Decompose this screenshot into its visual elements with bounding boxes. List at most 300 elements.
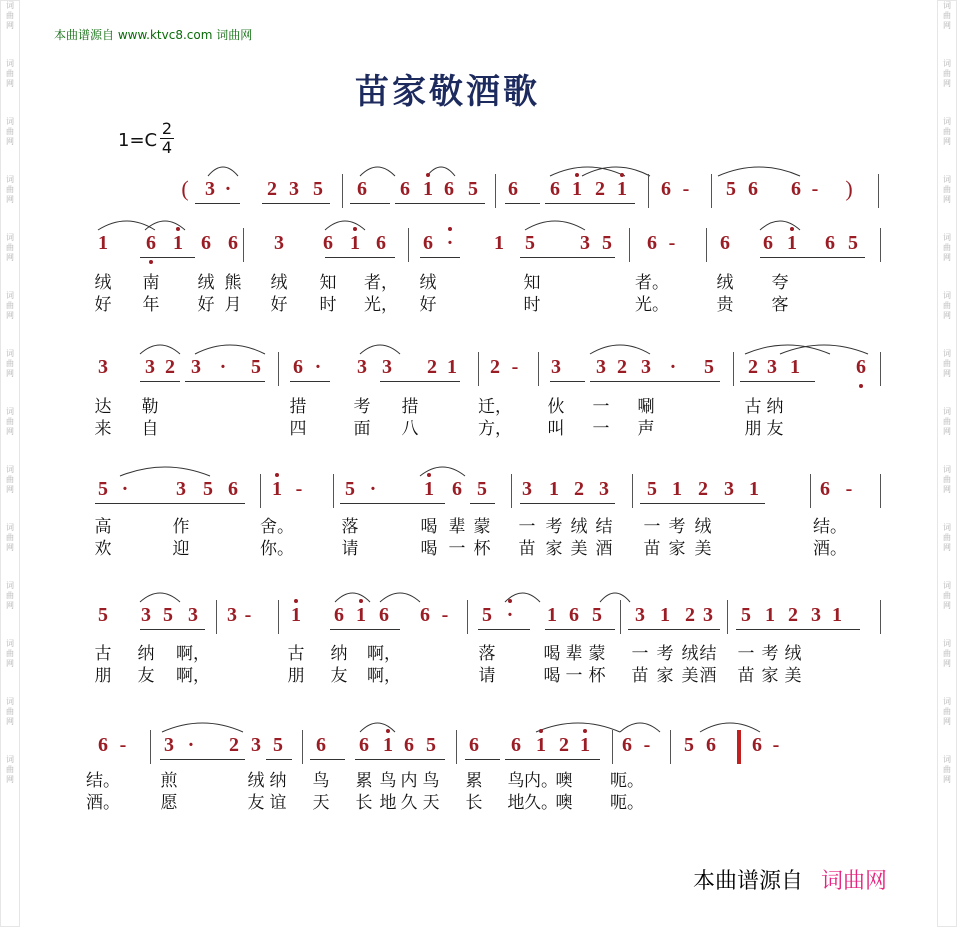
lyric-verse1: 结。 (86, 771, 120, 791)
lyric-verse1: 熊 (224, 273, 242, 293)
note-6: 6 (661, 178, 671, 200)
bar-line (150, 730, 151, 764)
watermark-glyph-group: 词 曲 网 (6, 407, 14, 436)
lyric-verse2: 地 (379, 793, 397, 813)
sustain-dash: - (244, 604, 252, 626)
lyric-verse2: 呃。 (610, 793, 644, 813)
lyric-verse2: 你。 (260, 539, 294, 559)
slur (360, 345, 400, 354)
bar-line (612, 730, 613, 764)
lyric-verse2: 家 (668, 539, 686, 559)
lyric-verse1: 勒 (141, 397, 159, 417)
watermark-glyph-group: 词 曲 网 (6, 349, 14, 378)
lyric-verse1: 蒙 (473, 517, 491, 537)
watermark-glyph-group: 词 曲 网 (6, 465, 14, 494)
beam-underline (325, 257, 395, 258)
octave-dot (539, 729, 543, 733)
lyric-verse1: 落 (341, 517, 359, 537)
note-5: 5 (525, 232, 535, 254)
note-6: 6 (469, 734, 479, 756)
octave-dot (176, 227, 180, 231)
dotted-note-marker: · (187, 734, 195, 756)
note-1: 1 (617, 178, 627, 200)
footer-site: 词曲网 (821, 869, 888, 894)
note-3: 3 (724, 478, 734, 500)
beam-underline (140, 629, 205, 630)
sustain-dash: - (295, 478, 303, 500)
lyric-verse2: 噢 (555, 793, 573, 813)
beam-underline (505, 759, 600, 760)
lyric-verse1: 一 (592, 397, 610, 417)
lyric-verse2: 酒 (699, 666, 717, 686)
note-6: 6 (357, 178, 367, 200)
slur (745, 345, 830, 354)
beam-underline (290, 381, 330, 382)
lyric-verse2: 八 (401, 419, 419, 439)
time-signature-bottom: 4 (161, 138, 173, 157)
sustain-dash: - (811, 178, 819, 200)
note-2: 2 (595, 178, 605, 200)
slur (140, 593, 180, 602)
song-title: 苗家敬酒歌 (355, 72, 540, 112)
note-5: 5 (726, 178, 736, 200)
beam-underline (740, 381, 815, 382)
note-5: 5 (345, 478, 355, 500)
note-2: 2 (617, 356, 627, 378)
note-2: 2 (788, 604, 798, 626)
bar-line (243, 228, 244, 262)
watermark-glyph-group: 词 曲 网 (6, 697, 14, 726)
lyric-verse1: 蒙 (588, 644, 606, 664)
sustain-dash: - (119, 734, 127, 756)
note-3: 3 (551, 356, 561, 378)
beam-underline (760, 257, 865, 258)
watermark-glyph-group: 词 曲 网 (6, 117, 14, 146)
slur (718, 167, 800, 176)
octave-dot (583, 729, 587, 733)
bar-line (260, 474, 261, 508)
beam-underline (185, 381, 265, 382)
note-6: 6 (444, 178, 454, 200)
note-6: 6 (323, 232, 333, 254)
slur (208, 167, 238, 176)
note-1: 1 (547, 604, 557, 626)
beam-underline (736, 629, 860, 630)
note-2: 2 (165, 356, 175, 378)
note-3: 3 (580, 232, 590, 254)
note-6: 6 (376, 232, 386, 254)
note-2: 2 (748, 356, 758, 378)
lyric-verse1: 呃。 (610, 771, 644, 791)
lyric-verse1: 考 (353, 397, 371, 417)
note-5: 5 (468, 178, 478, 200)
note-1: 1 (549, 478, 559, 500)
watermark-glyph-group: 词 曲 网 (943, 117, 951, 146)
beam-underline (262, 203, 330, 204)
note-6: 6 (452, 478, 462, 500)
note-5: 5 (741, 604, 751, 626)
bar-line (733, 352, 734, 386)
lyric-verse2: 谊 (269, 793, 287, 813)
note-6: 6 (228, 232, 238, 254)
lyric-verse2: 久 (400, 793, 418, 813)
sustain-dash: - (511, 356, 519, 378)
watermark-glyph-group: 词 曲 网 (6, 59, 14, 88)
watermark-glyph-group: 词 曲 网 (943, 1, 951, 30)
octave-dot (427, 473, 431, 477)
lyric-verse1: 古 (744, 397, 762, 417)
lyric-verse1: 结 (699, 644, 717, 664)
lyric-verse2: 苗 (643, 539, 661, 559)
slur (780, 345, 868, 354)
beam-underline (140, 381, 180, 382)
lyric-verse1: 伙 (547, 397, 565, 417)
note-2: 2 (698, 478, 708, 500)
note-2: 2 (267, 178, 277, 200)
slur (620, 723, 660, 732)
watermark-glyph-group: 词 曲 网 (943, 755, 951, 784)
watermark-glyph-group: 词 曲 网 (943, 465, 951, 494)
slur (760, 221, 800, 230)
lyric-verse1: 绒 (681, 644, 699, 664)
bar-line (620, 600, 621, 634)
lyric-verse2: 家 (545, 539, 563, 559)
key-signature: 1=C (118, 130, 158, 151)
sustain-dash: - (643, 734, 651, 756)
note-5: 5 (592, 604, 602, 626)
beam-underline (395, 203, 485, 204)
bar-line (670, 730, 671, 764)
note-6: 6 (569, 604, 579, 626)
lyric-verse1: 舍。 (260, 517, 294, 537)
lyric-verse1: 鸟 (422, 771, 440, 791)
note-6: 6 (706, 734, 716, 756)
bar-line (408, 228, 409, 262)
beam-underline (550, 381, 585, 382)
watermark-glyph-group: 词 曲 网 (943, 175, 951, 204)
sustain-dash: - (668, 232, 676, 254)
note-3: 3 (522, 478, 532, 500)
note-6: 6 (720, 232, 730, 254)
lyric-verse1: 绒 (197, 273, 215, 293)
note-6: 6 (400, 178, 410, 200)
lyric-verse2: 面 (353, 419, 371, 439)
note-3: 3 (641, 356, 651, 378)
dotted-note-marker: · (669, 356, 677, 378)
beam-underline (330, 629, 400, 630)
note-5: 5 (273, 734, 283, 756)
sustain-dash: - (441, 604, 449, 626)
beam-underline (520, 257, 615, 258)
lyric-verse2: 叫 (547, 419, 565, 439)
note-1: 1 (580, 734, 590, 756)
octave-dot (620, 173, 624, 177)
lyric-verse1: 绒 (784, 644, 802, 664)
lyric-verse1: 达 (94, 397, 112, 417)
note-2: 2 (574, 478, 584, 500)
bar-line (727, 600, 728, 634)
bar-line (880, 228, 881, 262)
footer-source (693, 864, 887, 895)
note-5: 5 (848, 232, 858, 254)
note-5: 5 (98, 604, 108, 626)
lyric-verse1: 知 (523, 273, 541, 293)
note-6: 6 (423, 232, 433, 254)
lyric-verse2: 家 (761, 666, 779, 686)
paren: ) (845, 176, 853, 201)
lyric-verse2: 长 (465, 793, 483, 813)
note-3: 3 (274, 232, 284, 254)
lyric-verse1: 古 (287, 644, 305, 664)
note-5: 5 (477, 478, 487, 500)
lyric-verse1: 考 (545, 517, 563, 537)
lyric-verse2: 地 (507, 793, 525, 813)
note-6: 6 (404, 734, 414, 756)
lyric-verse1: 绒 (716, 273, 734, 293)
note-5: 5 (647, 478, 657, 500)
lyric-verse2: 美 (681, 666, 699, 686)
lyric-verse1: 考 (656, 644, 674, 664)
watermark-glyph-group: 词 曲 网 (943, 697, 951, 726)
beam-underline (545, 629, 615, 630)
dotted-note-marker: · (224, 178, 232, 200)
lyric-verse1: 喝 (420, 517, 438, 537)
note-6: 6 (622, 734, 632, 756)
bar-line (880, 352, 881, 386)
lyric-verse1: 累 (355, 771, 373, 791)
octave-dot (386, 729, 390, 733)
lyric-verse1: 煎 (160, 771, 178, 791)
note-3: 3 (145, 356, 155, 378)
lyric-verse1: 措 (401, 397, 419, 417)
lyric-verse1: 者。 (635, 273, 669, 293)
lyric-verse1: 绒 (94, 273, 112, 293)
footer-label: 本曲谱源自 (693, 869, 804, 894)
lyric-verse2: 久。 (524, 793, 558, 813)
beam-underline (160, 759, 245, 760)
note-1: 1 (447, 356, 457, 378)
lyric-verse1: 绒 (247, 771, 265, 791)
note-3: 3 (596, 356, 606, 378)
lyric-verse1: 绒 (694, 517, 712, 537)
note-2: 2 (427, 356, 437, 378)
note-5: 5 (251, 356, 261, 378)
lyric-verse2: 好 (197, 295, 215, 315)
lyric-verse2: 愿 (160, 793, 178, 813)
beam-underline (478, 629, 530, 630)
lyric-verse1: 夸 (771, 273, 789, 293)
note-1: 1 (383, 734, 393, 756)
note-6: 6 (228, 478, 238, 500)
octave-dot (575, 173, 579, 177)
lyric-verse2: 好 (419, 295, 437, 315)
dotted-note-marker: · (121, 478, 129, 500)
bar-line (810, 474, 811, 508)
lyric-verse2: 杯 (588, 666, 606, 686)
lyric-verse1: 者， (364, 273, 398, 293)
note-1: 1 (832, 604, 842, 626)
slur (427, 167, 455, 176)
note-3: 3 (205, 178, 215, 200)
watermark-glyph-group: 词 曲 网 (943, 639, 951, 668)
lyric-verse1: 作 (172, 517, 190, 537)
beam-underline (465, 759, 500, 760)
bar-line (648, 174, 649, 208)
bar-line (456, 730, 457, 764)
note-6: 6 (820, 478, 830, 500)
dotted-note-marker: · (219, 356, 227, 378)
watermark-glyph-group: 词 曲 网 (943, 523, 951, 552)
lyric-verse1: 喝 (543, 644, 561, 664)
note-1: 1 (173, 232, 183, 254)
watermark-glyph-group: 词 曲 网 (6, 233, 14, 262)
lyric-verse2: 美 (570, 539, 588, 559)
note-5: 5 (163, 604, 173, 626)
note-5: 5 (313, 178, 323, 200)
beam-underline (195, 203, 240, 204)
octave-dot (790, 227, 794, 231)
note-1: 1 (98, 232, 108, 254)
note-1: 1 (787, 232, 797, 254)
note-3: 3 (141, 604, 151, 626)
lyric-verse1: 一 (631, 644, 649, 664)
lyric-verse1: 鸟 (312, 771, 330, 791)
note-1: 1 (765, 604, 775, 626)
bar-line (333, 474, 334, 508)
lyric-verse2: 长 (355, 793, 373, 813)
lyric-verse1: 内 (400, 771, 418, 791)
note-5: 5 (98, 478, 108, 500)
slur (525, 221, 585, 230)
slur (582, 167, 650, 176)
octave-dot (359, 599, 363, 603)
octave-dot (353, 227, 357, 231)
slur (335, 593, 370, 602)
note-6: 6 (752, 734, 762, 756)
lyric-verse1: 辈 (448, 517, 466, 537)
note-1: 1 (350, 232, 360, 254)
lyric-verse2: 时 (523, 295, 541, 315)
lyric-verse2: 一 (448, 539, 466, 559)
lyric-verse1: 古 (94, 644, 112, 664)
lyric-verse2: 贵 (716, 295, 734, 315)
note-3: 3 (164, 734, 174, 756)
watermark-glyph-group: 词 曲 网 (943, 407, 951, 436)
lyric-verse1: 绒 (419, 273, 437, 293)
lyric-verse1: 内。 (524, 771, 558, 791)
final-bar-line (737, 730, 741, 764)
beam-underline (350, 203, 390, 204)
slur (120, 467, 210, 476)
note-2: 2 (229, 734, 239, 756)
note-6: 6 (201, 232, 211, 254)
lyric-verse2: 苗 (737, 666, 755, 686)
lyric-verse1: 措 (289, 397, 307, 417)
note-3: 3 (188, 604, 198, 626)
lyric-verse2: 酒。 (813, 539, 847, 559)
slur (380, 593, 420, 602)
lyric-verse1: 一 (643, 517, 661, 537)
note-5: 5 (684, 734, 694, 756)
beam-underline (355, 759, 445, 760)
note-3: 3 (251, 734, 261, 756)
lyric-verse2: 迎 (172, 539, 190, 559)
slur (700, 723, 760, 732)
slur (360, 167, 395, 176)
lyric-verse2: 友 (137, 666, 155, 686)
note-1: 1 (423, 178, 433, 200)
note-5: 5 (426, 734, 436, 756)
watermark-glyph-group: 词 曲 网 (6, 1, 14, 30)
slur (600, 593, 630, 602)
beam-underline (520, 503, 615, 504)
lyric-verse1: 纳 (766, 397, 784, 417)
bar-line (216, 600, 217, 634)
lyric-verse2: 客 (771, 295, 789, 315)
note-1: 1 (424, 478, 434, 500)
bar-line (706, 228, 707, 262)
note-6: 6 (511, 734, 521, 756)
bar-line (880, 600, 881, 634)
note-3: 3 (357, 356, 367, 378)
lyric-verse1: 啊， (367, 644, 401, 664)
note-6: 6 (647, 232, 657, 254)
note-3: 3 (382, 356, 392, 378)
bar-line (278, 352, 279, 386)
note-6: 6 (316, 734, 326, 756)
note-3: 3 (98, 356, 108, 378)
note-6: 6 (98, 734, 108, 756)
lyric-verse2: 四 (289, 419, 307, 439)
lyric-verse2: 苗 (631, 666, 649, 686)
note-1: 1 (572, 178, 582, 200)
lyric-verse2: 欢 (94, 539, 112, 559)
note-6: 6 (825, 232, 835, 254)
lyric-verse2: 杯 (473, 539, 491, 559)
lyric-verse1: 纳 (137, 644, 155, 664)
bar-line (711, 174, 712, 208)
lyric-verse2: 朋 (287, 666, 305, 686)
bar-line (342, 174, 343, 208)
lyric-verse2: 月 (224, 295, 242, 315)
note-2: 2 (490, 356, 500, 378)
lyric-verse2: 请 (478, 666, 496, 686)
beam-underline (380, 381, 460, 382)
lyric-verse1: 纳 (269, 771, 287, 791)
lyric-verse1: 结 (595, 517, 613, 537)
note-1: 1 (272, 478, 282, 500)
watermark-glyph-group: 词 曲 网 (6, 755, 14, 784)
bar-line (880, 474, 881, 508)
lyric-verse2: 酒 (595, 539, 613, 559)
note-3: 3 (191, 356, 201, 378)
note-1: 1 (536, 734, 546, 756)
bar-line (478, 352, 479, 386)
bar-line (511, 474, 512, 508)
note-6: 6 (550, 178, 560, 200)
beam-underline (266, 759, 292, 760)
lyric-verse1: 噢 (555, 771, 573, 791)
note-3: 3 (227, 604, 237, 626)
note-6: 6 (379, 604, 389, 626)
bar-line (302, 730, 303, 764)
slur (536, 723, 620, 732)
watermark-glyph-group: 词 曲 网 (6, 581, 14, 610)
note-6: 6 (856, 356, 866, 378)
beam-underline (420, 257, 460, 258)
bar-line (629, 228, 630, 262)
lyric-verse2: 喝 (420, 539, 438, 559)
